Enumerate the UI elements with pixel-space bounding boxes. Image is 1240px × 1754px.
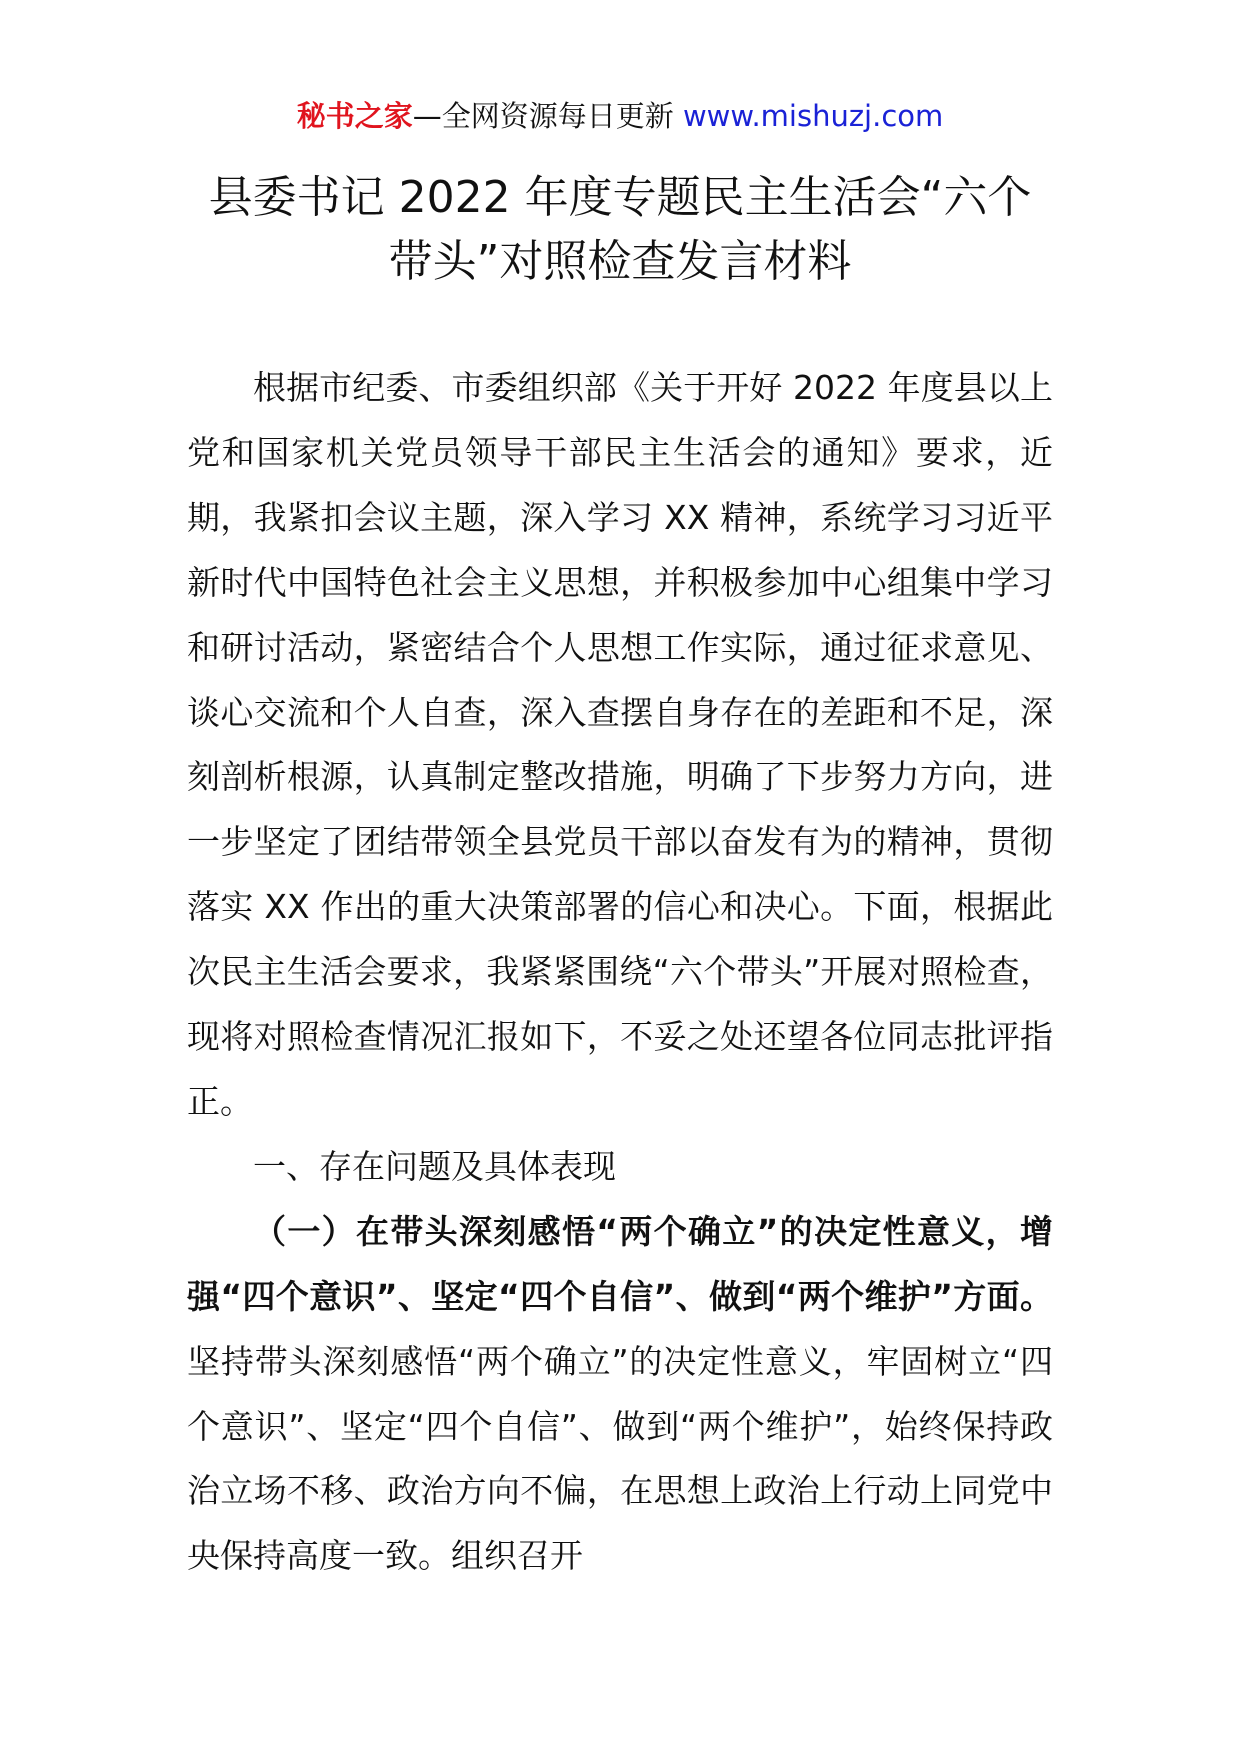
- brand-name: 秘书之家: [296, 99, 413, 133]
- title-line-1: 县委书记 2022 年度专题民主生活会“六个: [208, 172, 1032, 223]
- title-line-2: 带头”对照检查发言材料: [388, 236, 852, 287]
- subsection-paragraph-1: [187, 1200, 1053, 1589]
- subsection-text-1: 坚持带头深刻感悟“两个确立”的决定性意义，牢固树立“四个意识”、坚定“四个自信”、做到“两个维护”，始终保持政治立场不移、政治方向不偏，在思想上政治上行动上同党中央保持高度一致。组织召开: [187, 1341, 1053, 1576]
- site-header: [0, 96, 1240, 136]
- document-title: [150, 166, 1090, 294]
- subsection-heading-1: （一）在带头深刻感悟“两个确立”的决定性意义，增强“四个意识”、坚定“四个自信”、做到“两个维护”方面。: [187, 1211, 1053, 1316]
- site-url-link[interactable]: www.mishuzj.com: [682, 99, 944, 133]
- header-tagline: —全网资源每日更新: [412, 99, 674, 133]
- document-body: [187, 356, 1053, 1589]
- section-heading-1: 一、存在问题及具体表现: [253, 1146, 616, 1186]
- intro-paragraph: 根据市纪委、市委组织部《关于开好 2022 年度县以上党和国家机关党员领导干部民主生活会的通知》要求，近期，我紧扣会议主题，深入学习 XX 精神，系统学习习近平新时代中国特色社会主义思想，并积极参加中心组集中学习和研讨活动，紧密结合个人思想工作实际，通过征求意见、谈心交流和个人自查，深入查摆自身存在的差距和不足，深刻剖析根源，认真制定整改措施，明确了下步努力方向，进一步坚定了团结带领全县党员干部以奋发有为的精神，贯彻落实 XX 作出的重大决策部署的信心和决心。下面，根据此次民主生活会要求，我紧紧围绕“六个带头”开展对照检查，现将对照检查情况汇报如下，不妥之处还望各位同志批评指正。: [187, 368, 1053, 1121]
